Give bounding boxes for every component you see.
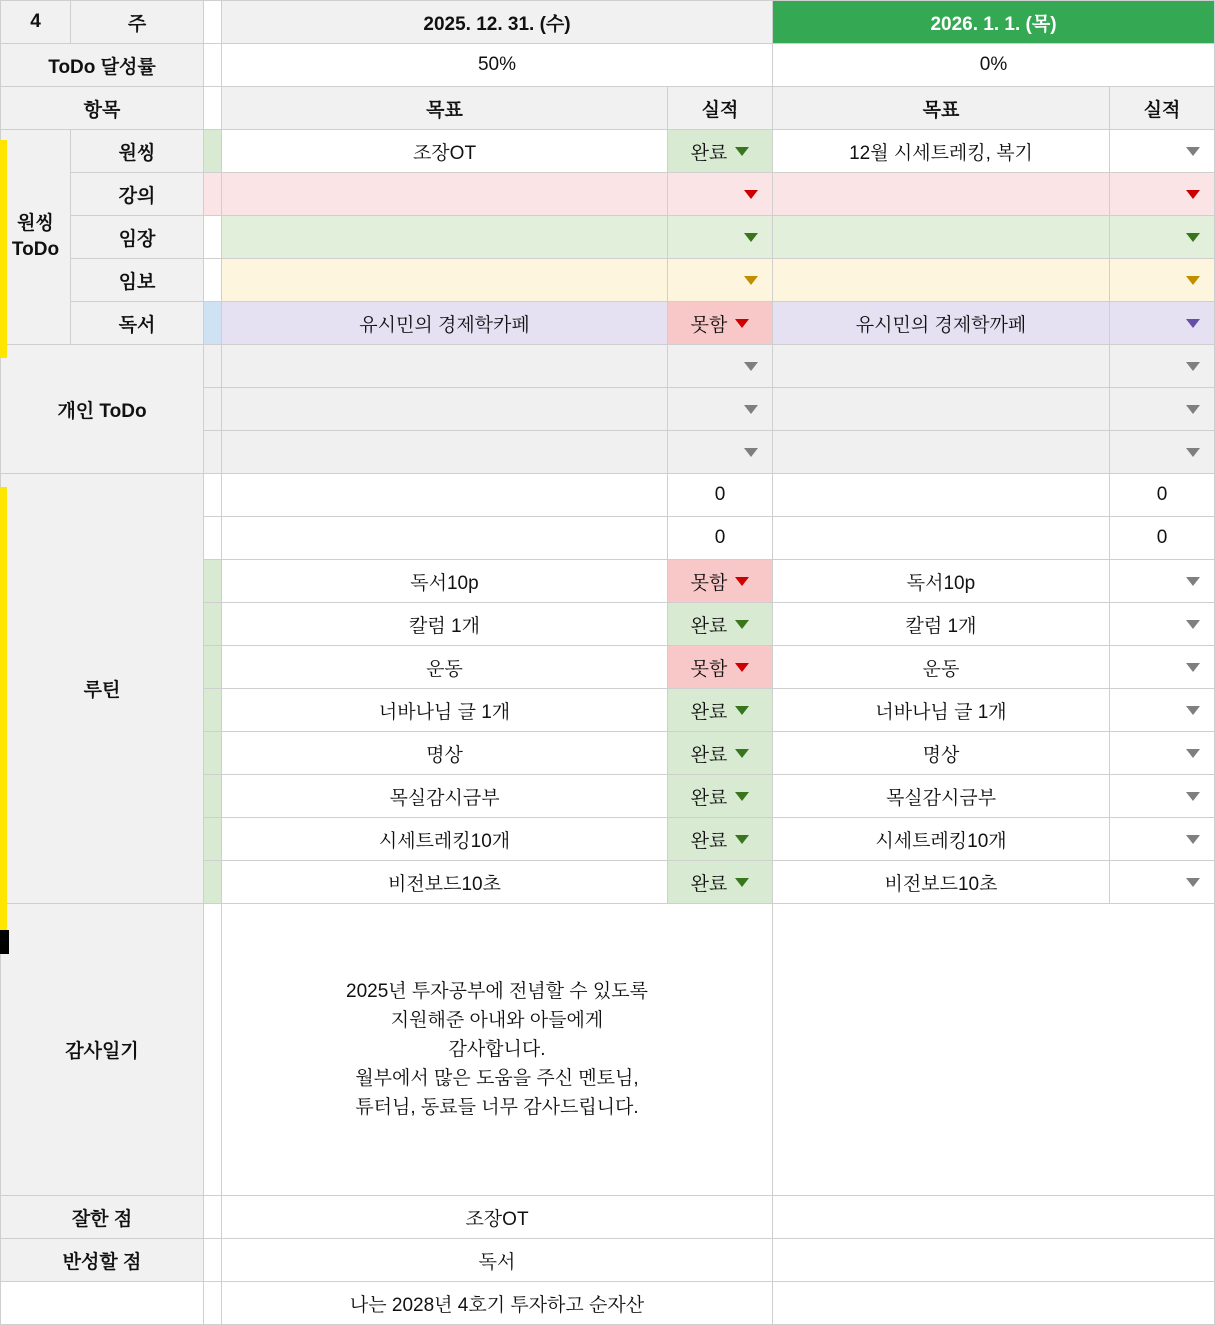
goal-prev-personal-1[interactable] [222, 345, 668, 388]
marker-cell [204, 560, 222, 603]
goal-today-routine-3[interactable]: 운동 [773, 646, 1110, 689]
goal-today-zero-2[interactable] [773, 517, 1110, 560]
goal-today-personal-2[interactable] [773, 388, 1110, 431]
status-today-personal-3[interactable] [1110, 431, 1215, 474]
todo-rate-label: ToDo 달성률 [1, 44, 204, 87]
goal-prev-imbo[interactable] [222, 259, 668, 302]
goal-today-routine-8[interactable]: 비전보드10초 [773, 861, 1110, 904]
goal-today-reading[interactable]: 유시민의 경제학까페 [773, 302, 1110, 345]
status-prev-lecture[interactable] [668, 173, 773, 216]
status-today-lecture[interactable] [1110, 173, 1215, 216]
status-today-routine-8[interactable] [1110, 861, 1215, 904]
section-label-gratitude: 감사일기 [1, 904, 204, 1196]
goal-today-lecture[interactable] [773, 173, 1110, 216]
status-text: 못함 [690, 572, 728, 594]
todo-rate-prev: 50% [222, 44, 773, 87]
item-column-header: 항목 [1, 87, 204, 130]
chevron-down-icon[interactable] [744, 448, 758, 457]
status-today-routine-4[interactable] [1110, 689, 1215, 732]
chevron-down-icon[interactable] [735, 147, 749, 156]
status-text: 완료 [690, 830, 728, 852]
marker-cell [204, 861, 222, 904]
status-text: 못함 [690, 658, 728, 680]
status-prev-routine-1[interactable] [668, 560, 773, 603]
marker-cell [204, 732, 222, 775]
row-label-imbo: 임보 [71, 259, 204, 302]
chevron-down-icon[interactable] [744, 190, 758, 199]
goal-prev-routine-8[interactable]: 비전보드10초 [222, 861, 668, 904]
marker-cell [204, 173, 222, 216]
row-column-headers [1, 87, 1215, 130]
status-today-routine-5[interactable] [1110, 732, 1215, 775]
chevron-down-icon[interactable] [1186, 405, 1200, 414]
marker-cell [204, 474, 222, 517]
goal-prev-zero-2[interactable] [222, 517, 668, 560]
goal-prev-routine-3[interactable]: 운동 [222, 646, 668, 689]
status-today-routine-6[interactable] [1110, 775, 1215, 818]
status-prev-routine-8[interactable] [668, 861, 773, 904]
goal-today-routine-2[interactable]: 칼럼 1개 [773, 603, 1110, 646]
status-text: 완료 [690, 615, 728, 637]
chevron-down-icon[interactable] [735, 749, 749, 758]
row-todo-rate [1, 44, 1215, 87]
chevron-down-icon[interactable] [744, 405, 758, 414]
status-prev-routine-2[interactable] [668, 603, 773, 646]
goal-today-wonssing[interactable]: 12월 시세트레킹, 복기 [773, 130, 1110, 173]
goal-prev-routine-4[interactable]: 너바나님 글 1개 [222, 689, 668, 732]
goal-today-routine-4[interactable]: 너바나님 글 1개 [773, 689, 1110, 732]
section-label-routine: 루틴 [1, 474, 204, 904]
goal-today-personal-1[interactable] [773, 345, 1110, 388]
chevron-down-icon[interactable] [744, 233, 758, 242]
status-text: 완료 [690, 787, 728, 809]
gratitude-text-today[interactable] [773, 904, 1215, 1196]
marker-cell [204, 388, 222, 431]
chevron-down-icon[interactable] [1186, 706, 1200, 715]
goal-today-imjang[interactable] [773, 216, 1110, 259]
chevron-down-icon[interactable] [1186, 448, 1200, 457]
goal-prev-routine-7[interactable]: 시세트레킹10개 [222, 818, 668, 861]
clipped-row-label [1, 1282, 204, 1325]
marker-cell [204, 1, 222, 44]
table-row-gratitude [1, 904, 1215, 1196]
col-header-result-today: 실적 [1110, 87, 1215, 130]
status-prev-imjang[interactable] [668, 216, 773, 259]
goal-today-routine-1[interactable]: 독서10p [773, 560, 1110, 603]
goal-today-routine-5[interactable]: 명상 [773, 732, 1110, 775]
status-prev-routine-7[interactable] [668, 818, 773, 861]
chevron-down-icon[interactable] [1186, 319, 1200, 328]
week-label: 주 [71, 1, 204, 44]
good-point-today[interactable] [773, 1196, 1215, 1239]
chevron-down-icon[interactable] [1186, 577, 1200, 586]
goal-today-zero-1[interactable] [773, 474, 1110, 517]
status-today-personal-2[interactable] [1110, 388, 1215, 431]
marker-cell [204, 1196, 222, 1239]
value-today-zero-2: 0 [1110, 517, 1215, 560]
goal-prev-routine-6[interactable]: 목실감시금부 [222, 775, 668, 818]
table-row-reflection [1, 1239, 1215, 1282]
status-prev-routine-6[interactable] [668, 775, 773, 818]
chevron-down-icon[interactable] [735, 835, 749, 844]
row-label-wonssing: 원씽 [71, 130, 204, 173]
date-header-prev[interactable]: 2025. 12. 31. (수) [222, 1, 773, 44]
marker-cell [204, 603, 222, 646]
goal-prev-reading[interactable]: 유시민의 경제학카페 [222, 302, 668, 345]
table-row [1, 173, 1215, 216]
marker-cell [204, 130, 222, 173]
chevron-down-icon[interactable] [1186, 792, 1200, 801]
status-today-routine-2[interactable] [1110, 603, 1215, 646]
status-prev-routine-3[interactable] [668, 646, 773, 689]
goal-prev-imjang[interactable] [222, 216, 668, 259]
marker-cell [204, 259, 222, 302]
spine-strip-yellow [0, 140, 7, 358]
marker-cell [204, 44, 222, 87]
status-today-personal-1[interactable] [1110, 345, 1215, 388]
chevron-down-icon[interactable] [735, 620, 749, 629]
status-text: 완료 [690, 873, 728, 895]
chevron-down-icon[interactable] [735, 663, 749, 672]
chevron-down-icon[interactable] [1186, 147, 1200, 156]
table-row-clipped [1, 1282, 1215, 1325]
row-label-lecture: 강의 [71, 173, 204, 216]
clipped-row-today [773, 1282, 1215, 1325]
status-today-routine-7[interactable] [1110, 818, 1215, 861]
wonssing-todo-line1: 원씽 [17, 213, 54, 234]
reflection-today[interactable] [773, 1239, 1215, 1282]
status-prev-personal-3[interactable] [668, 431, 773, 474]
col-header-result-prev: 실적 [668, 87, 773, 130]
goal-today-personal-3[interactable] [773, 431, 1110, 474]
section-label-wonssing-todo [1, 130, 71, 345]
status-prev-personal-2[interactable] [668, 388, 773, 431]
goal-prev-lecture[interactable] [222, 173, 668, 216]
chevron-down-icon[interactable] [1186, 749, 1200, 758]
marker-cell [204, 689, 222, 732]
goal-prev-routine-1[interactable]: 독서10p [222, 560, 668, 603]
marker-cell [204, 1282, 222, 1325]
row-label-imjang: 임장 [71, 216, 204, 259]
status-prev-wonssing[interactable] [668, 130, 773, 173]
status-today-wonssing[interactable] [1110, 130, 1215, 173]
status-today-imbo[interactable] [1110, 259, 1215, 302]
gratitude-text-prev[interactable]: 2025년 투자공부에 전념할 수 있도록 지원해준 아내와 아들에게 감사합니다. 월부에서 많은 도움을 주신 멘토님, 튜터님, 동료들 너무 감사드립니다. [222, 904, 773, 1196]
section-label-good-point: 잘한 점 [1, 1196, 204, 1239]
value-today-zero-1: 0 [1110, 474, 1215, 517]
chevron-down-icon[interactable] [1186, 835, 1200, 844]
status-today-routine-3[interactable] [1110, 646, 1215, 689]
status-prev-imbo[interactable] [668, 259, 773, 302]
spine-strip-yellow-2 [0, 487, 7, 930]
good-point-prev[interactable]: 조장OT [222, 1196, 773, 1239]
marker-cell [204, 775, 222, 818]
marker-cell [204, 302, 222, 345]
table-row [1, 302, 1215, 345]
chevron-down-icon[interactable] [735, 577, 749, 586]
goal-prev-personal-2[interactable] [222, 388, 668, 431]
chevron-down-icon[interactable] [744, 362, 758, 371]
chevron-down-icon[interactable] [1186, 276, 1200, 285]
marker-cell [204, 87, 222, 130]
chevron-down-icon[interactable] [1186, 233, 1200, 242]
marker-cell [204, 345, 222, 388]
col-header-goal-today: 목표 [773, 87, 1110, 130]
chevron-down-icon[interactable] [1186, 878, 1200, 887]
goal-prev-routine-5[interactable]: 명상 [222, 732, 668, 775]
marker-cell [204, 646, 222, 689]
status-text: 완료 [690, 142, 728, 164]
goal-today-routine-6[interactable]: 목실감시금부 [773, 775, 1110, 818]
goal-today-routine-7[interactable]: 시세트레킹10개 [773, 818, 1110, 861]
week-number: 4 [1, 1, 71, 44]
chevron-down-icon[interactable] [1186, 190, 1200, 199]
goal-today-imbo[interactable] [773, 259, 1110, 302]
table-row-good-point [1, 1196, 1215, 1239]
chevron-down-icon[interactable] [735, 878, 749, 887]
status-prev-routine-4[interactable] [668, 689, 773, 732]
date-header-today[interactable]: 2026. 1. 1. (목) [773, 1, 1215, 44]
section-label-reflection: 반성할 점 [1, 1239, 204, 1282]
table-row [1, 474, 1215, 517]
marker-cell [204, 1239, 222, 1282]
section-label-personal-todo: 개인 ToDo [1, 345, 204, 474]
table-row [1, 345, 1215, 388]
wonssing-todo-line2: ToDo [11, 239, 60, 260]
chevron-down-icon[interactable] [1186, 663, 1200, 672]
chevron-down-icon[interactable] [744, 276, 758, 285]
todo-rate-today: 0% [773, 44, 1215, 87]
status-prev-reading[interactable] [668, 302, 773, 345]
goal-prev-wonssing[interactable]: 조장OT [222, 130, 668, 173]
marker-cell [204, 818, 222, 861]
marker-cell [204, 517, 222, 560]
status-prev-personal-1[interactable] [668, 345, 773, 388]
row-label-reading: 독서 [71, 302, 204, 345]
spine-strip-black [0, 930, 9, 954]
chevron-down-icon[interactable] [735, 792, 749, 801]
chevron-down-icon[interactable] [1186, 362, 1200, 371]
table-row [1, 216, 1215, 259]
goal-prev-routine-2[interactable]: 칼럼 1개 [222, 603, 668, 646]
goal-prev-personal-3[interactable] [222, 431, 668, 474]
chevron-down-icon[interactable] [735, 706, 749, 715]
marker-cell [204, 216, 222, 259]
table-row [1, 259, 1215, 302]
reflection-prev[interactable]: 독서 [222, 1239, 773, 1282]
table-row [1, 130, 1215, 173]
clipped-row-text: 나는 2028년 4호기 투자하고 순자산 [222, 1282, 773, 1325]
status-text: 못함 [690, 314, 728, 336]
status-prev-routine-5[interactable] [668, 732, 773, 775]
col-header-goal-prev: 목표 [222, 87, 668, 130]
marker-cell [204, 431, 222, 474]
goal-prev-zero-1[interactable] [222, 474, 668, 517]
status-today-reading[interactable] [1110, 302, 1215, 345]
chevron-down-icon[interactable] [735, 319, 749, 328]
chevron-down-icon[interactable] [1186, 620, 1200, 629]
status-today-imjang[interactable] [1110, 216, 1215, 259]
value-prev-zero-1: 0 [668, 474, 773, 517]
value-prev-zero-2: 0 [668, 517, 773, 560]
status-text: 완료 [690, 701, 728, 723]
header-row-dates [1, 1, 1215, 44]
status-today-routine-1[interactable] [1110, 560, 1215, 603]
marker-cell [204, 904, 222, 1196]
status-text: 완료 [690, 744, 728, 766]
